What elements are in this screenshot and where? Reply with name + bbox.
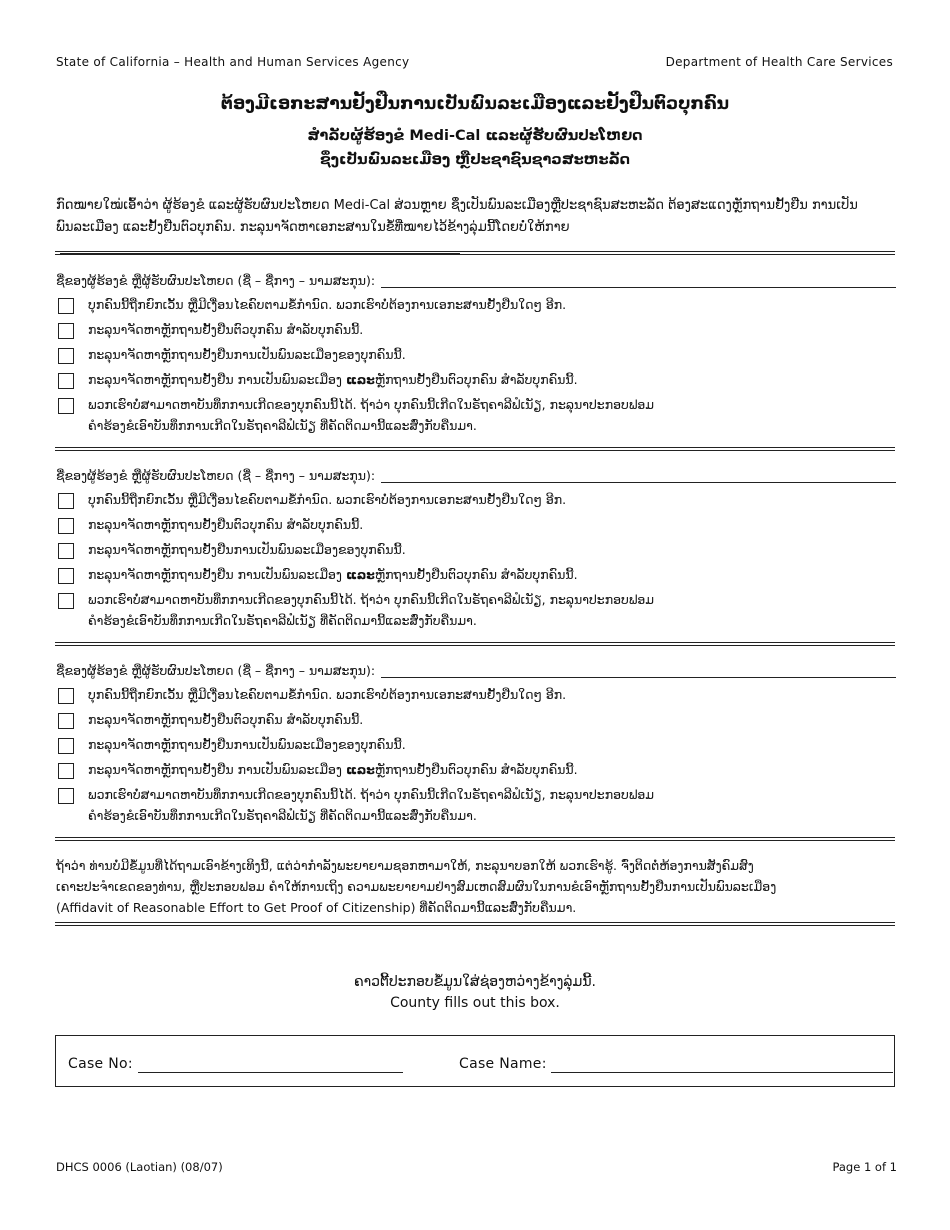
checkbox[interactable] xyxy=(58,493,74,509)
name-input-line[interactable] xyxy=(381,468,896,483)
checkbox[interactable] xyxy=(58,568,74,584)
option-citizenship xyxy=(56,344,896,369)
option-label: ກະລຸນາຈັດຫາຫຼັກຖານຢັ້ງຢືນການເປັນພົນລະເມືອງຂອງບຸກຄົນນີ້. xyxy=(88,737,406,752)
option-label: ຄຳຮ້ອງຂໍເອົາບັນທຶກການເກີດໃນຣັຖຄາລີຟໍເນັຽ ທີ່ຄັດຕິດມານີ້ແລະສົ່ງກັບຄືນມາ. xyxy=(88,418,477,433)
option-label: ພວກເຮົາບໍ່ສາມາດຫາບັນທຶກການເກີດຂອງບຸກຄົນນີ້ໄດ້. ຖ້າວ່າ ບຸກຄົນນີ້ເກີດໃນຣັຖຄາລີຟໍເນັຽ, ກະລຸນາປະກອບຟອມ xyxy=(88,397,655,412)
case-no-input-line[interactable] xyxy=(138,1072,403,1073)
option-exempt xyxy=(56,684,896,709)
note-line: (Affidavit of Reasonable Effort to Get Proof of Citizenship) ທີ່ຄັດຕິດມານີ້ແລະສົ່ງກັບຄືນມາ. xyxy=(56,900,577,915)
form-subtitle: ສຳລັບຜູ້ຮ້ອງຂໍ Medi-Cal ແລະຜູ້ຮັບຜົນປະໂຫຍດ xyxy=(307,128,643,144)
checkbox[interactable] xyxy=(58,348,74,364)
agency-header: State of California – Health and Human Services Agency xyxy=(56,55,410,69)
option-exempt xyxy=(56,294,896,319)
checkbox[interactable] xyxy=(58,688,74,704)
option-birth-record xyxy=(56,589,896,637)
name-input-line[interactable] xyxy=(381,273,896,288)
option-birth-record xyxy=(56,394,896,442)
option-label: ບຸກຄົນນີ້ຖືກຍົກເວັ້ນ ຫຼືມີເງື່ອນໄຂຄົບຕາມຂໍ້ກຳນົດ. ພວກເຮົາບໍ່ຕ້ອງການເອກະສານຢັ້ງຢືນໃດໆ ອີກ. xyxy=(88,687,567,702)
section-divider xyxy=(55,251,895,255)
option-label: ບຸກຄົນນີ້ຖືກຍົກເວັ້ນ ຫຼືມີເງື່ອນໄຂຄົບຕາມຂໍ້ກຳນົດ. ພວກເຮົາບໍ່ຕ້ອງການເອກະສານຢັ້ງຢືນໃດໆ ອີກ. xyxy=(88,492,567,507)
option-label: ກະລຸນາຈັດຫາຫຼັກຖານຢັ້ງຢືນຕົວບຸກຄົນ ສຳລັບບຸກຄົນນີ້. xyxy=(88,322,364,337)
option-label: ຫຼັກຖານຢັ້ງຢືນຕົວບຸກຄົນ ສຳລັບບຸກຄົນນີ້. xyxy=(374,567,578,582)
name-label: ຊື່ຂອງຜູ້ຮ້ອງຂໍ ຫຼືຜູ້ຮັບຜົນປະໂຫຍດ (ຊື່ – ຊື່ກາງ – ນາມສະກຸນ): xyxy=(56,468,376,483)
option-label: ກະລຸນາຈັດຫາຫຼັກຖານຢັ້ງຢືນຕົວບຸກຄົນ ສຳລັບບຸກຄົນນີ້. xyxy=(88,712,364,727)
section-divider xyxy=(55,922,895,926)
checkbox[interactable] xyxy=(58,323,74,339)
option-both xyxy=(56,759,896,784)
option-identity xyxy=(56,709,896,734)
name-row xyxy=(56,658,896,678)
checkbox[interactable] xyxy=(58,518,74,534)
option-label: ພວກເຮົາບໍ່ສາມາດຫາບັນທຶກການເກີດຂອງບຸກຄົນນີ້ໄດ້. ຖ້າວ່າ ບຸກຄົນນີ້ເກີດໃນຣັຖຄາລີຟໍເນັຽ, ກະລຸນາປະກອບຟອມ xyxy=(88,787,655,802)
option-label: ກະລຸນາຈັດຫາຫຼັກຖານຢັ້ງຢືນການເປັນພົນລະເມືອງຂອງບຸກຄົນນີ້. xyxy=(88,347,406,362)
option-label: ກະລຸນາຈັດຫາຫຼັກຖານຢັ້ງຢືນການເປັນພົນລະເມືອງຂອງບຸກຄົນນີ້. xyxy=(88,542,406,557)
option-identity xyxy=(56,319,896,344)
intro-text: ກົດໝາຍໃໝ່ເອົ້າວ່າ ຜູ້ຮ້ອງຂໍ ແລະຜູ້ຮັບຜົນປະໂຫຍດ Medi-Cal ສ່ວນຫຼາຍ ຊຶ່ງເປັນພົນລະເມືອງຫຼືປະຊາຊົນສະຫະລັດ ຕ້ອງສະແດງຫຼັກຖານຢັ້ງຢືນ ການເປັນພົນລະເມືອງ ແລະຢັ້ງຢືນຕົວບຸກຄົນ. ກະລຸນາຈັດຫາເອກະສານໃນຂໍ້ທີ່ໝາຍໄວ້ຂ້າງລຸ່ມນີ້ໂດຍບໍ່ໃຫ້ກາຍ xyxy=(56,198,858,235)
checkbox[interactable] xyxy=(58,373,74,389)
option-identity xyxy=(56,514,896,539)
form-id: DHCS 0006 (Laotian) (08/07) xyxy=(56,1160,223,1174)
bottom-note xyxy=(56,855,896,918)
option-label-bold: ແລະ xyxy=(345,567,375,582)
county-instruction xyxy=(0,972,950,1014)
option-exempt xyxy=(56,489,896,514)
case-no-label: Case No: xyxy=(68,1056,133,1072)
option-birth-record xyxy=(56,784,896,832)
option-both xyxy=(56,564,896,589)
checkbox[interactable] xyxy=(58,788,74,804)
checkbox[interactable] xyxy=(58,398,74,414)
section-divider xyxy=(55,642,895,646)
option-label: ຫຼັກຖານຢັ້ງຢືນຕົວບຸກຄົນ ສຳລັບບຸກຄົນນີ້. xyxy=(374,762,578,777)
name-label: ຊື່ຂອງຜູ້ຮ້ອງຂໍ ຫຼືຜູ້ຮັບຜົນປະໂຫຍດ (ຊື່ – ຊື່ກາງ – ນາມສະກຸນ): xyxy=(56,663,376,678)
option-label: ກະລຸນາຈັດຫາຫຼັກຖານຢັ້ງຢືນ ການເປັນພົນລະເມືອງ xyxy=(88,762,346,777)
option-label-bold: ແລະ xyxy=(345,762,375,777)
checkbox[interactable] xyxy=(58,713,74,729)
form-subtitle-2: ຊຶ່ງເປັນພົນລະເມືອງ ຫຼືປະຊາຊົນຊາວສະຫະລັດ xyxy=(319,152,631,168)
checkbox[interactable] xyxy=(58,763,74,779)
checkbox[interactable] xyxy=(58,738,74,754)
page-number: Page 1 of 1 xyxy=(832,1160,897,1174)
option-both xyxy=(56,369,896,394)
county-box xyxy=(55,1035,895,1087)
option-label: ຫຼັກຖານຢັ້ງຢືນຕົວບຸກຄົນ ສຳລັບບຸກຄົນນີ້. xyxy=(374,372,578,387)
case-name-label: Case Name: xyxy=(459,1056,547,1072)
form-title: ຕ້ອງມີເອກະສານຢັ້ງຢືນການເປັນພົນລະເມືອງແລະຢັ້ງຢືນຕົວບຸກຄົນ xyxy=(220,94,730,114)
person-section-2 xyxy=(56,463,896,637)
section-divider xyxy=(55,447,895,451)
case-name-input-line[interactable] xyxy=(551,1072,893,1073)
checkbox[interactable] xyxy=(58,298,74,314)
name-row xyxy=(56,268,896,288)
checkbox[interactable] xyxy=(58,593,74,609)
checkbox[interactable] xyxy=(58,543,74,559)
name-row xyxy=(56,463,896,483)
note-line: ຖ້າວ່າ ທ່ານບໍ່ມີຂໍ້ມູນທີ່ໄດ້ຖາມເອົາຂ້າງເທິງນີ້, ແຕ່ວ່າກຳລັງພະຍາຍາມຊອກຫາມາໃຫ້, ກະລຸນາບອກໃຫ້ ພວກເຮົາຮູ້. ຈົ່ງຕິດຕໍ່ຫ້ອງການສັງຄົມສົງ xyxy=(56,858,754,873)
name-label: ຊື່ຂອງຜູ້ຮ້ອງຂໍ ຫຼືຜູ້ຮັບຜົນປະໂຫຍດ (ຊື່ – ຊື່ກາງ – ນາມສະກຸນ): xyxy=(56,273,376,288)
name-input-line[interactable] xyxy=(381,663,896,678)
person-section-1 xyxy=(56,268,896,442)
option-citizenship xyxy=(56,539,896,564)
option-label-bold: ແລະ xyxy=(345,372,375,387)
county-instruction-lao: ຄາວຕີ້ປະກອບຂໍ້ມູນໃສ່ຊ່ອງຫວ່າງຂ້າງລຸ່ມນີ້. xyxy=(354,974,596,990)
option-label: ພວກເຮົາບໍ່ສາມາດຫາບັນທຶກການເກີດຂອງບຸກຄົນນີ້ໄດ້. ຖ້າວ່າ ບຸກຄົນນີ້ເກີດໃນຣັຖຄາລີຟໍເນັຽ, ກະລຸນາປະກອບຟອມ xyxy=(88,592,655,607)
person-section-3 xyxy=(56,658,896,832)
section-divider xyxy=(55,837,895,841)
option-citizenship xyxy=(56,734,896,759)
county-instruction-english: County fills out this box. xyxy=(390,995,560,1011)
option-label: ກະລຸນາຈັດຫາຫຼັກຖານຢັ້ງຢືນ ການເປັນພົນລະເມືອງ xyxy=(88,567,346,582)
note-line: ເຄາະປະຈຳເຂດຂອງທ່ານ, ຫຼືປະກອບຟອມ ຄຳໃຫ້ການເຖິງ ຄວາມພະຍາຍາມຢ່າງສົມເຫດສົມຜົນໃນການຂໍເອົາຫຼັກຖານຢັ້ງຢືນການເປັນພົນລະເມືອງ xyxy=(56,879,777,894)
option-label: ຄຳຮ້ອງຂໍເອົາບັນທຶກການເກີດໃນຣັຖຄາລີຟໍເນັຽ ທີ່ຄັດຕິດມານີ້ແລະສົ່ງກັບຄືນມາ. xyxy=(88,808,477,823)
department-header: Department of Health Care Services xyxy=(665,55,893,69)
option-label: ຄຳຮ້ອງຂໍເອົາບັນທຶກການເກີດໃນຣັຖຄາລີຟໍເນັຽ ທີ່ຄັດຕິດມານີ້ແລະສົ່ງກັບຄືນມາ. xyxy=(88,613,477,628)
option-label: ກະລຸນາຈັດຫາຫຼັກຖານຢັ້ງຢືນຕົວບຸກຄົນ ສຳລັບບຸກຄົນນີ້. xyxy=(88,517,364,532)
option-label: ບຸກຄົນນີ້ຖືກຍົກເວັ້ນ ຫຼືມີເງື່ອນໄຂຄົບຕາມຂໍ້ກຳນົດ. ພວກເຮົາບໍ່ຕ້ອງການເອກະສານຢັ້ງຢືນໃດໆ ອີກ. xyxy=(88,297,567,312)
option-label: ກະລຸນາຈັດຫາຫຼັກຖານຢັ້ງຢືນ ການເປັນພົນລະເມືອງ xyxy=(88,372,346,387)
